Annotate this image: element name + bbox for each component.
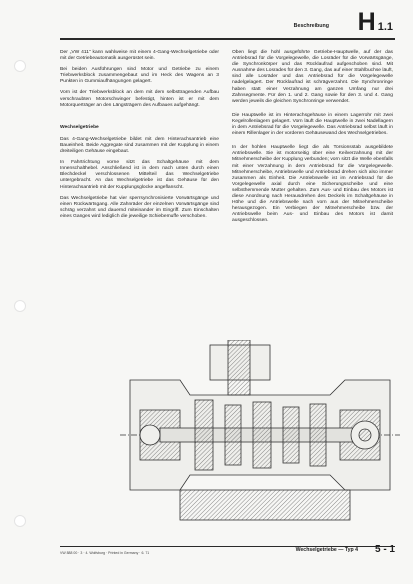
paragraph: Das Wechselgetriebe hat vier sperrsynchronisierte Vorwärtsgänge und einen Rückwärtsgang. Alle Zahnräder der einzelnen Vorwärtsgänge sind schräg verzahnt und dauernd miteinander im Eingriff. Zum Einschalten eines Ganges wird lediglich die jeweilige Schiebemuffe verschoben.: [60, 195, 219, 219]
gear-wheel: [283, 407, 299, 463]
section-heading: Wechselgetriebe: [60, 124, 99, 130]
gear-wheel: [253, 402, 271, 468]
paragraph: Oben liegt die hohl ausgeführte Getriebe-Hauptwelle, auf der das Antriebsrad für die Vorgelegewelle, die Losräder für die Vorwärtsgänge, die Synchronkörper und das Rücklaufrad aufgeschoben sind. Mit Ausnahme des Losrades für den 3. Gang, das auf einer Stahlbuchse läuft, sind alle Losräder und das Antriebsrad für die Vorgelegewelle nadelgelagert. Der Rücklaufrad ist schrägverzahnt. Die Synchronringe haben statt einer Verzahnung am ganzen Umfang nur drei Zahnsegmente. Für den 1. und 2. Gang sowie für den 3. und 4. Gang werden jeweils die gleichen Synchronringe verwendet.: [232, 50, 393, 104]
paragraph: Das 4-Gang-Wechselgetriebe bildet mit dem Hinterachsantrieb eine Baueinheit. Beide Aggregate sind zusammen mit der Kupplung in einem dreiteiligen Gehäuse eingebaut.: [60, 136, 219, 155]
section-code: [358, 10, 393, 35]
shift-lever: [228, 340, 250, 395]
binder-hole: [14, 515, 26, 527]
bearing: [140, 425, 160, 445]
section-code-letter: H: [357, 8, 376, 36]
gear-wheel: [225, 405, 241, 465]
binder-hole: [14, 60, 26, 72]
gear-wheel: [310, 404, 326, 466]
page-number: 5 - 1: [374, 544, 395, 555]
paragraph: Die Hauptwelle ist im Hinterachsgehäuse in einem Lagerrohr mit zwei Kegelrollenlagern gelagert. Vorn läuft die Hauptwelle in zwei Nadellagern in dem Antriebsrad für die Vorgelegewelle. Das Antriebsrad selbst läuft in einem Rillenlager in der vorderen Gehäusewand des Wechselgetriebes.: [232, 112, 393, 137]
header-rule: [60, 38, 395, 40]
paragraph: Vorn ist der Triebwerksblock an dem mit dem selbsttragenden Aufbau verschraubten Motorschwinger befestigt, hinten ist er mit dem Motorquerträger an den Längsträgern des Aufbaues aufgehängt.: [60, 90, 219, 108]
binder-hole: [14, 300, 26, 312]
bearing-core: [359, 429, 371, 441]
page-header: [60, 10, 395, 40]
gearbox-cross-section-drawing: [120, 340, 400, 532]
print-info: VW 888 00 · 3 · 4. Wolfsburg · Printed in Germany · 6. 71: [60, 551, 150, 555]
bottom-cover: [180, 490, 350, 520]
paragraph: Der „VW 411" kann wahlweise mit einem 4-Gang-Wechselgetriebe oder mit der Getriebeautomatik ausgerüstet sein.: [60, 50, 219, 62]
left-column: [60, 50, 219, 225]
right-column: [232, 50, 393, 232]
gear-wheel: [195, 400, 213, 470]
paragraph: In der hohlen Hauptwelle liegt die als Torsionsstab ausgebildete Antriebswelle. Sie ist motorseitig über eine Keilverzahnung mit der Mitnehmerscheibe der Kupplung verbunden; vorn sitzt die Welle ebenfalls mit einer Verzahnung in dem Antriebsrad für die Vorgelegewelle. Mitnehmerscheibe, Antriebswelle und Antriebsrad drehen sich also immer zusammen als Einheit. Die Antriebswelle ist im Antriebsrad für die Vorgelegewelle axial durch eine Sicherungsscheibe und eine selbsthemmende Mutter gehalten. Zum Aus- und Einbau des Motors ist diese Anordnung nach Herausdrehen des Deckels im Schaltgehäuse in Höhe und die Antriebswelle nach vorn aus der Mitnehmerscheibe herausgezogen. Ein Verbiegen der Mitnehmerscheibe bzw. der Antriebswelle beim Aus- und Einbau des Motors ist damit ausgeschlossen.: [232, 145, 393, 224]
paragraph: Bei beiden Ausführungen sind Motor und Getriebe zu einem Triebwerksblock zusammengebaut und im Heck des Wagens an 3 Punkten in Gummiaufhängungen gelagert.: [60, 67, 219, 85]
section-code-number: 1.1: [377, 21, 393, 33]
footer-title: Wechselgetriebe — Typ 4: [295, 547, 358, 553]
section-label: Beschreibung: [293, 23, 329, 29]
paragraph: In Fahrtrichtung vorne sitzt das Schaltgehäuse mit dem Innenschalthebel. Anschließend ist in dem nach unten durch einen Blechdeckel verschlossenen Mittelteil das Wechselgetriebe untergebracht. An das Wechselgetriebe ist das Gehäuse für den Hinterachsantrieb mit der Kupplungsglocke angeflanscht.: [60, 160, 219, 190]
